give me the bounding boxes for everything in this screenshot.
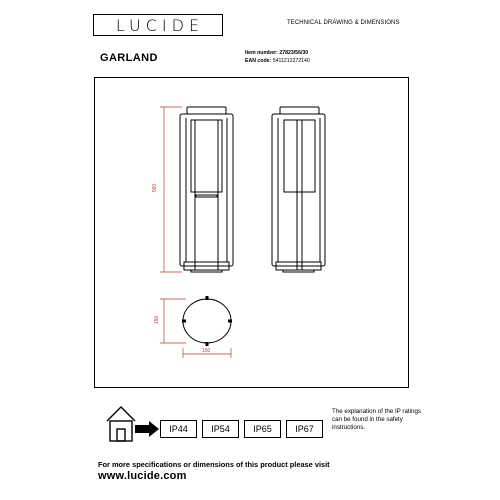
document-type: TECHNICAL DRAWING & DIMENSIONS bbox=[287, 20, 400, 26]
ip65-badge: IP65 bbox=[244, 420, 281, 438]
height-dimension: 560 bbox=[152, 183, 159, 193]
ean-value: 5411212272140 bbox=[272, 58, 310, 64]
brand-logo: LUCIDE bbox=[93, 14, 223, 36]
product-name: GARLAND bbox=[100, 52, 158, 64]
outdoor-house-icon bbox=[95, 403, 161, 445]
ip44-badge: IP44 bbox=[160, 420, 197, 438]
item-number-value: 27823/56/30 bbox=[279, 50, 309, 56]
width-dimension: 150 bbox=[202, 348, 211, 354]
ean-label: EAN code: bbox=[245, 58, 272, 64]
ip54-badge: IP54 bbox=[202, 420, 239, 438]
website-link[interactable]: www.lucide.com bbox=[98, 470, 187, 482]
side-view bbox=[272, 107, 325, 272]
top-view bbox=[182, 296, 232, 346]
ip-explanation: The explanation of the IP ratings can be found in the safety instructions. bbox=[332, 408, 421, 431]
depth-dimension: 150 bbox=[154, 315, 161, 325]
item-number-label: Item number: bbox=[245, 50, 278, 56]
more-info-text: For more specifications or dimensions of this product please visit bbox=[98, 460, 330, 469]
ip67-badge: IP67 bbox=[286, 420, 323, 438]
front-view bbox=[180, 107, 233, 272]
